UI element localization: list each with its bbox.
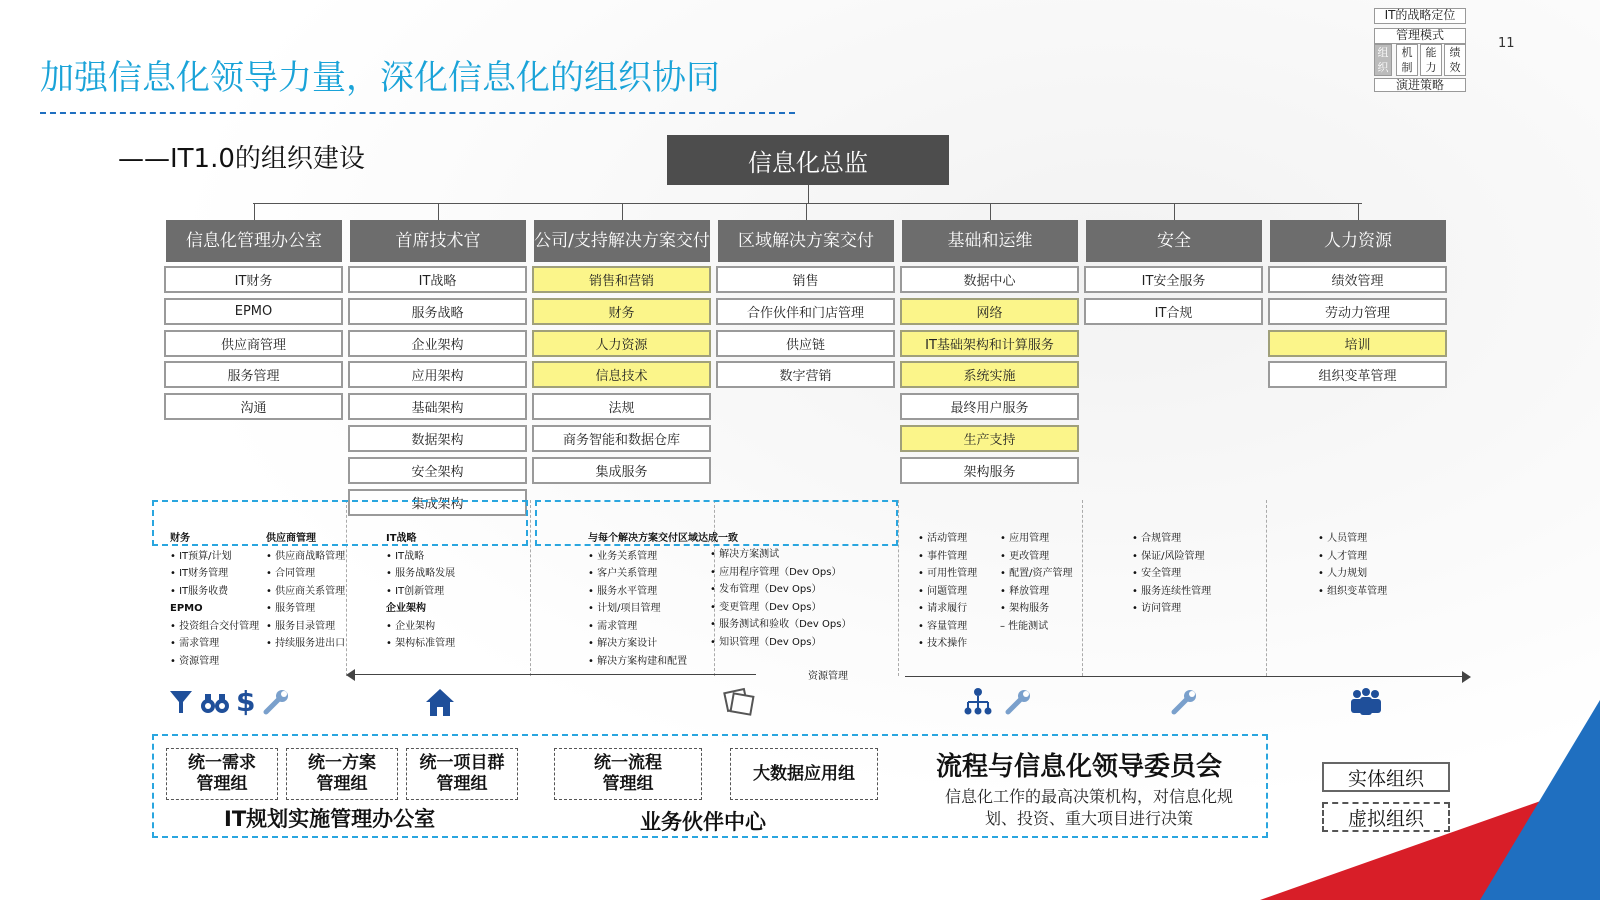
detail-line: • IT预算/计划	[170, 550, 232, 562]
org-unit-box: 最终用户服务	[900, 393, 1079, 420]
arrow-left-line	[352, 674, 756, 675]
funnel-icon	[168, 688, 194, 721]
column-header: 公司/支持解决方案交付	[534, 220, 710, 262]
house-icon	[424, 686, 456, 723]
connector-horizontal	[253, 203, 1362, 204]
it-planning-office-label: IT规划实施管理办公室	[224, 807, 436, 831]
detail-line: • 需求管理	[588, 620, 638, 632]
virtual-group-label: 统一流程	[594, 753, 662, 773]
virtual-group-box	[166, 748, 278, 800]
connector-column-7	[1358, 203, 1359, 220]
committee-desc-line-2: 划、投资、重大项目进行决策	[984, 809, 1193, 828]
detail-line: • 合规管理	[1132, 533, 1182, 544]
detail-line: • 投资组合交付管理	[170, 620, 260, 632]
column-header: 安全	[1086, 220, 1262, 262]
org-unit-box: 数据架构	[348, 425, 527, 452]
detail-line: • 服务连续性管理	[1132, 585, 1212, 597]
detail-supplier	[266, 530, 345, 653]
detail-it-strategy	[386, 530, 455, 653]
detail-line: • 应用程序管理（Dev Ops）	[710, 566, 842, 578]
document-icon	[722, 686, 756, 721]
connector-column-6	[1174, 203, 1175, 220]
wrench-icon	[1004, 688, 1034, 721]
column-separator	[530, 500, 531, 676]
detail-line: • 保证/风险管理	[1132, 550, 1205, 562]
detail-line: • IT服务收费	[170, 585, 229, 597]
corner-decoration-blue	[1480, 700, 1600, 900]
column-header: 人力资源	[1270, 220, 1446, 262]
detail-line: • 释放管理	[1000, 585, 1050, 597]
page-title: 加强信息化领导力量，深化信息化的组织协同	[40, 58, 720, 98]
detail-hr	[1318, 530, 1387, 600]
connector-column-5	[990, 203, 991, 220]
org-chart-icon	[962, 686, 994, 723]
wrench-icon	[1170, 688, 1200, 721]
org-unit-box: 企业架构	[348, 330, 527, 357]
org-unit-box: 销售和营销	[532, 266, 711, 293]
column-header: 信息化管理办公室	[166, 220, 342, 262]
detail-line: • 解决方案构建和配置	[588, 655, 688, 667]
org-unit-box: 架构服务	[900, 457, 1079, 484]
nav-performance[interactable]: 绩效	[1444, 44, 1466, 76]
org-unit-box: 劳动力管理	[1268, 298, 1447, 325]
business-partner-center-label: 业务伙伴中心	[640, 810, 766, 834]
org-unit-box: 合作伙伴和门店管理	[716, 298, 895, 325]
page-number: 11	[1498, 36, 1515, 51]
arrow-left-head	[346, 669, 355, 681]
detail-line: • 容量管理	[918, 620, 968, 632]
nav-evolution[interactable]: 演进策略	[1374, 78, 1466, 92]
org-unit-box: 集成架构	[348, 489, 527, 516]
column-header: 首席技术官	[350, 220, 526, 262]
detail-line: • 问题管理	[918, 585, 968, 597]
title-underline	[40, 112, 795, 114]
virtual-group-box	[730, 748, 878, 800]
nav-org[interactable]: 组织	[1374, 44, 1392, 76]
org-unit-box: IT安全服务	[1084, 266, 1263, 293]
org-unit-box: 供应链	[716, 330, 895, 357]
detail-line: • 发布管理（Dev Ops）	[710, 584, 822, 595]
column-header: 基础和运维	[902, 220, 1078, 262]
detail-line: • 架构标准管理	[386, 638, 456, 649]
detail-line: • 可用性管理	[918, 568, 978, 579]
detail-line: • IT创新管理	[386, 585, 445, 597]
nav-capability[interactable]: 能力	[1420, 44, 1442, 76]
detail-line: • 变更管理（Dev Ops）	[710, 601, 822, 613]
detail-line: • 人员管理	[1318, 533, 1368, 544]
detail-line: • 事件管理	[918, 550, 968, 562]
org-unit-box: IT财务	[164, 266, 343, 293]
detail-line: • 架构服务	[1000, 603, 1050, 614]
org-unit-box: 服务管理	[164, 361, 343, 388]
virtual-group-label: 管理组	[316, 774, 368, 794]
org-unit-box: IT基础架构和计算服务	[900, 330, 1079, 357]
detail-line: • 人力规划	[1318, 568, 1368, 579]
org-unit-box: EPMO	[164, 298, 343, 325]
detail-line: • 供应商关系管理	[266, 585, 346, 597]
column-separator	[898, 500, 899, 676]
detail-line: • 活动管理	[918, 533, 968, 544]
org-unit-box: IT合规	[1084, 298, 1263, 325]
detail-line: • 人才管理	[1318, 550, 1368, 562]
wrench-icon	[262, 688, 292, 721]
detail-line: • 组织变革管理	[1318, 585, 1388, 597]
nav-mechanism[interactable]: 机制	[1396, 44, 1418, 76]
detail-line: • 访问管理	[1132, 603, 1182, 614]
org-unit-box: 数字营销	[716, 361, 895, 388]
org-unit-box: 信息技术	[532, 361, 711, 388]
detail-line: • 服务水平管理	[588, 585, 658, 597]
org-unit-box: 集成服务	[532, 457, 711, 484]
detail-line: • 应用管理	[1000, 533, 1050, 544]
org-unit-box: 商务智能和数据仓库	[532, 425, 711, 452]
dollar-icon: $	[236, 685, 256, 718]
connector-column-3	[622, 203, 623, 220]
org-unit-box: 生产支持	[900, 425, 1079, 452]
org-unit-box: 服务战略	[348, 298, 527, 325]
org-unit-box: 系统实施	[900, 361, 1079, 388]
detail-line: – 性能测试	[1000, 620, 1049, 632]
committee-title: 流程与信息化领导委员会	[936, 752, 1223, 782]
org-unit-box: 安全架构	[348, 457, 527, 484]
detail-ops-right	[1000, 530, 1072, 635]
virtual-group-label: 统一方案	[308, 753, 376, 773]
org-unit-box: 组织变革管理	[1268, 361, 1447, 388]
org-unit-box: 基础架构	[348, 393, 527, 420]
detail-line: • 服务管理	[266, 603, 316, 614]
connector-column-2	[438, 203, 439, 220]
detail-finance-epmo	[170, 530, 259, 670]
committee-desc-line-1: 信息化工作的最高决策机构，对信息化规	[944, 787, 1233, 806]
detail-security	[1132, 530, 1211, 618]
detail-resource-management: 资源管理	[808, 671, 848, 682]
column-header: 区域解决方案交付	[718, 220, 894, 262]
virtual-group-box	[554, 748, 702, 800]
virtual-group-label: 管理组	[196, 774, 248, 794]
org-unit-box: 网络	[900, 298, 1079, 325]
org-unit-box: 财务	[532, 298, 711, 325]
connector-column-4	[806, 203, 807, 220]
detail-ops-left	[918, 530, 977, 653]
detail-solution-right	[710, 546, 851, 651]
binoculars-icon	[200, 688, 230, 721]
detail-line: • 持续服务进出口	[266, 638, 346, 649]
committee-description	[924, 786, 1254, 830]
detail-line: • 需求管理	[170, 638, 220, 649]
detail-line: • 计划/项目管理	[588, 603, 661, 614]
nav-mode[interactable]: 管理模式	[1374, 28, 1466, 44]
org-unit-box: 法规	[532, 393, 711, 420]
virtual-group-label: 统一需求	[188, 753, 256, 773]
org-unit-box: 供应商管理	[164, 330, 343, 357]
org-unit-box: 应用架构	[348, 361, 527, 388]
legend-virtual-organization: 虚拟组织	[1322, 802, 1450, 832]
arrow-right-line	[905, 676, 1465, 677]
connector-column-1	[254, 203, 255, 220]
org-unit-box: IT战略	[348, 266, 527, 293]
detail-line: • 供应商战略管理	[266, 550, 346, 562]
detail-line: • 服务测试和验收（Dev Ops）	[710, 619, 852, 630]
detail-line: • 解决方案设计	[588, 638, 658, 649]
detail-line: • 资源管理	[170, 655, 220, 667]
detail-line: • 业务关系管理	[588, 550, 658, 562]
detail-line: 与每个解决方案交付区域达成一致	[588, 533, 738, 544]
detail-line: • 服务目录管理	[266, 620, 336, 632]
virtual-group-box	[286, 748, 398, 800]
virtual-group-label: 统一项目群	[419, 753, 505, 773]
org-unit-box: 销售	[716, 266, 895, 293]
people-icon	[1348, 686, 1384, 723]
virtual-group-label: 管理组	[436, 774, 488, 794]
detail-line: • 解决方案测试	[710, 549, 780, 560]
chief-information-officer: 信息化总监	[667, 135, 949, 185]
nav-strategy[interactable]: IT的战略定位	[1374, 8, 1466, 24]
detail-line: • 服务战略发展	[386, 568, 456, 579]
detail-line: • 知识管理（Dev Ops）	[710, 636, 822, 648]
detail-line: EPMO	[170, 603, 203, 614]
detail-line: • 合同管理	[266, 568, 316, 579]
virtual-group-label: 管理组	[602, 774, 654, 794]
org-unit-box: 人力资源	[532, 330, 711, 357]
detail-line: • 请求履行	[918, 603, 968, 614]
org-unit-box: 沟通	[164, 393, 343, 420]
detail-line: • 技术操作	[918, 638, 968, 649]
org-unit-box: 数据中心	[900, 266, 1079, 293]
detail-line: 财务	[170, 533, 190, 544]
org-unit-box: 绩效管理	[1268, 266, 1447, 293]
detail-line: • 配置/资产管理	[1000, 568, 1073, 579]
detail-line: 企业架构	[386, 603, 426, 614]
column-separator	[1082, 500, 1083, 676]
detail-line: IT战略	[386, 533, 417, 544]
detail-line: • IT财务管理	[170, 568, 229, 579]
arrow-right-head	[1462, 671, 1471, 683]
connector-chief	[808, 185, 809, 203]
column-separator	[1266, 500, 1267, 676]
legend-physical-organization: 实体组织	[1322, 762, 1450, 792]
detail-line: • 企业架构	[386, 620, 436, 632]
detail-line: • 客户关系管理	[588, 568, 658, 579]
detail-line: • 安全管理	[1132, 568, 1182, 579]
org-unit-box: 培训	[1268, 330, 1447, 357]
virtual-group-box	[406, 748, 518, 800]
virtual-group-label: 大数据应用组	[753, 763, 855, 784]
detail-line: 供应商管理	[266, 533, 316, 544]
detail-line: • IT战略	[386, 550, 425, 562]
page-subtitle: ——IT1.0的组织建设	[118, 144, 365, 174]
detail-line: • 更改管理	[1000, 550, 1050, 562]
